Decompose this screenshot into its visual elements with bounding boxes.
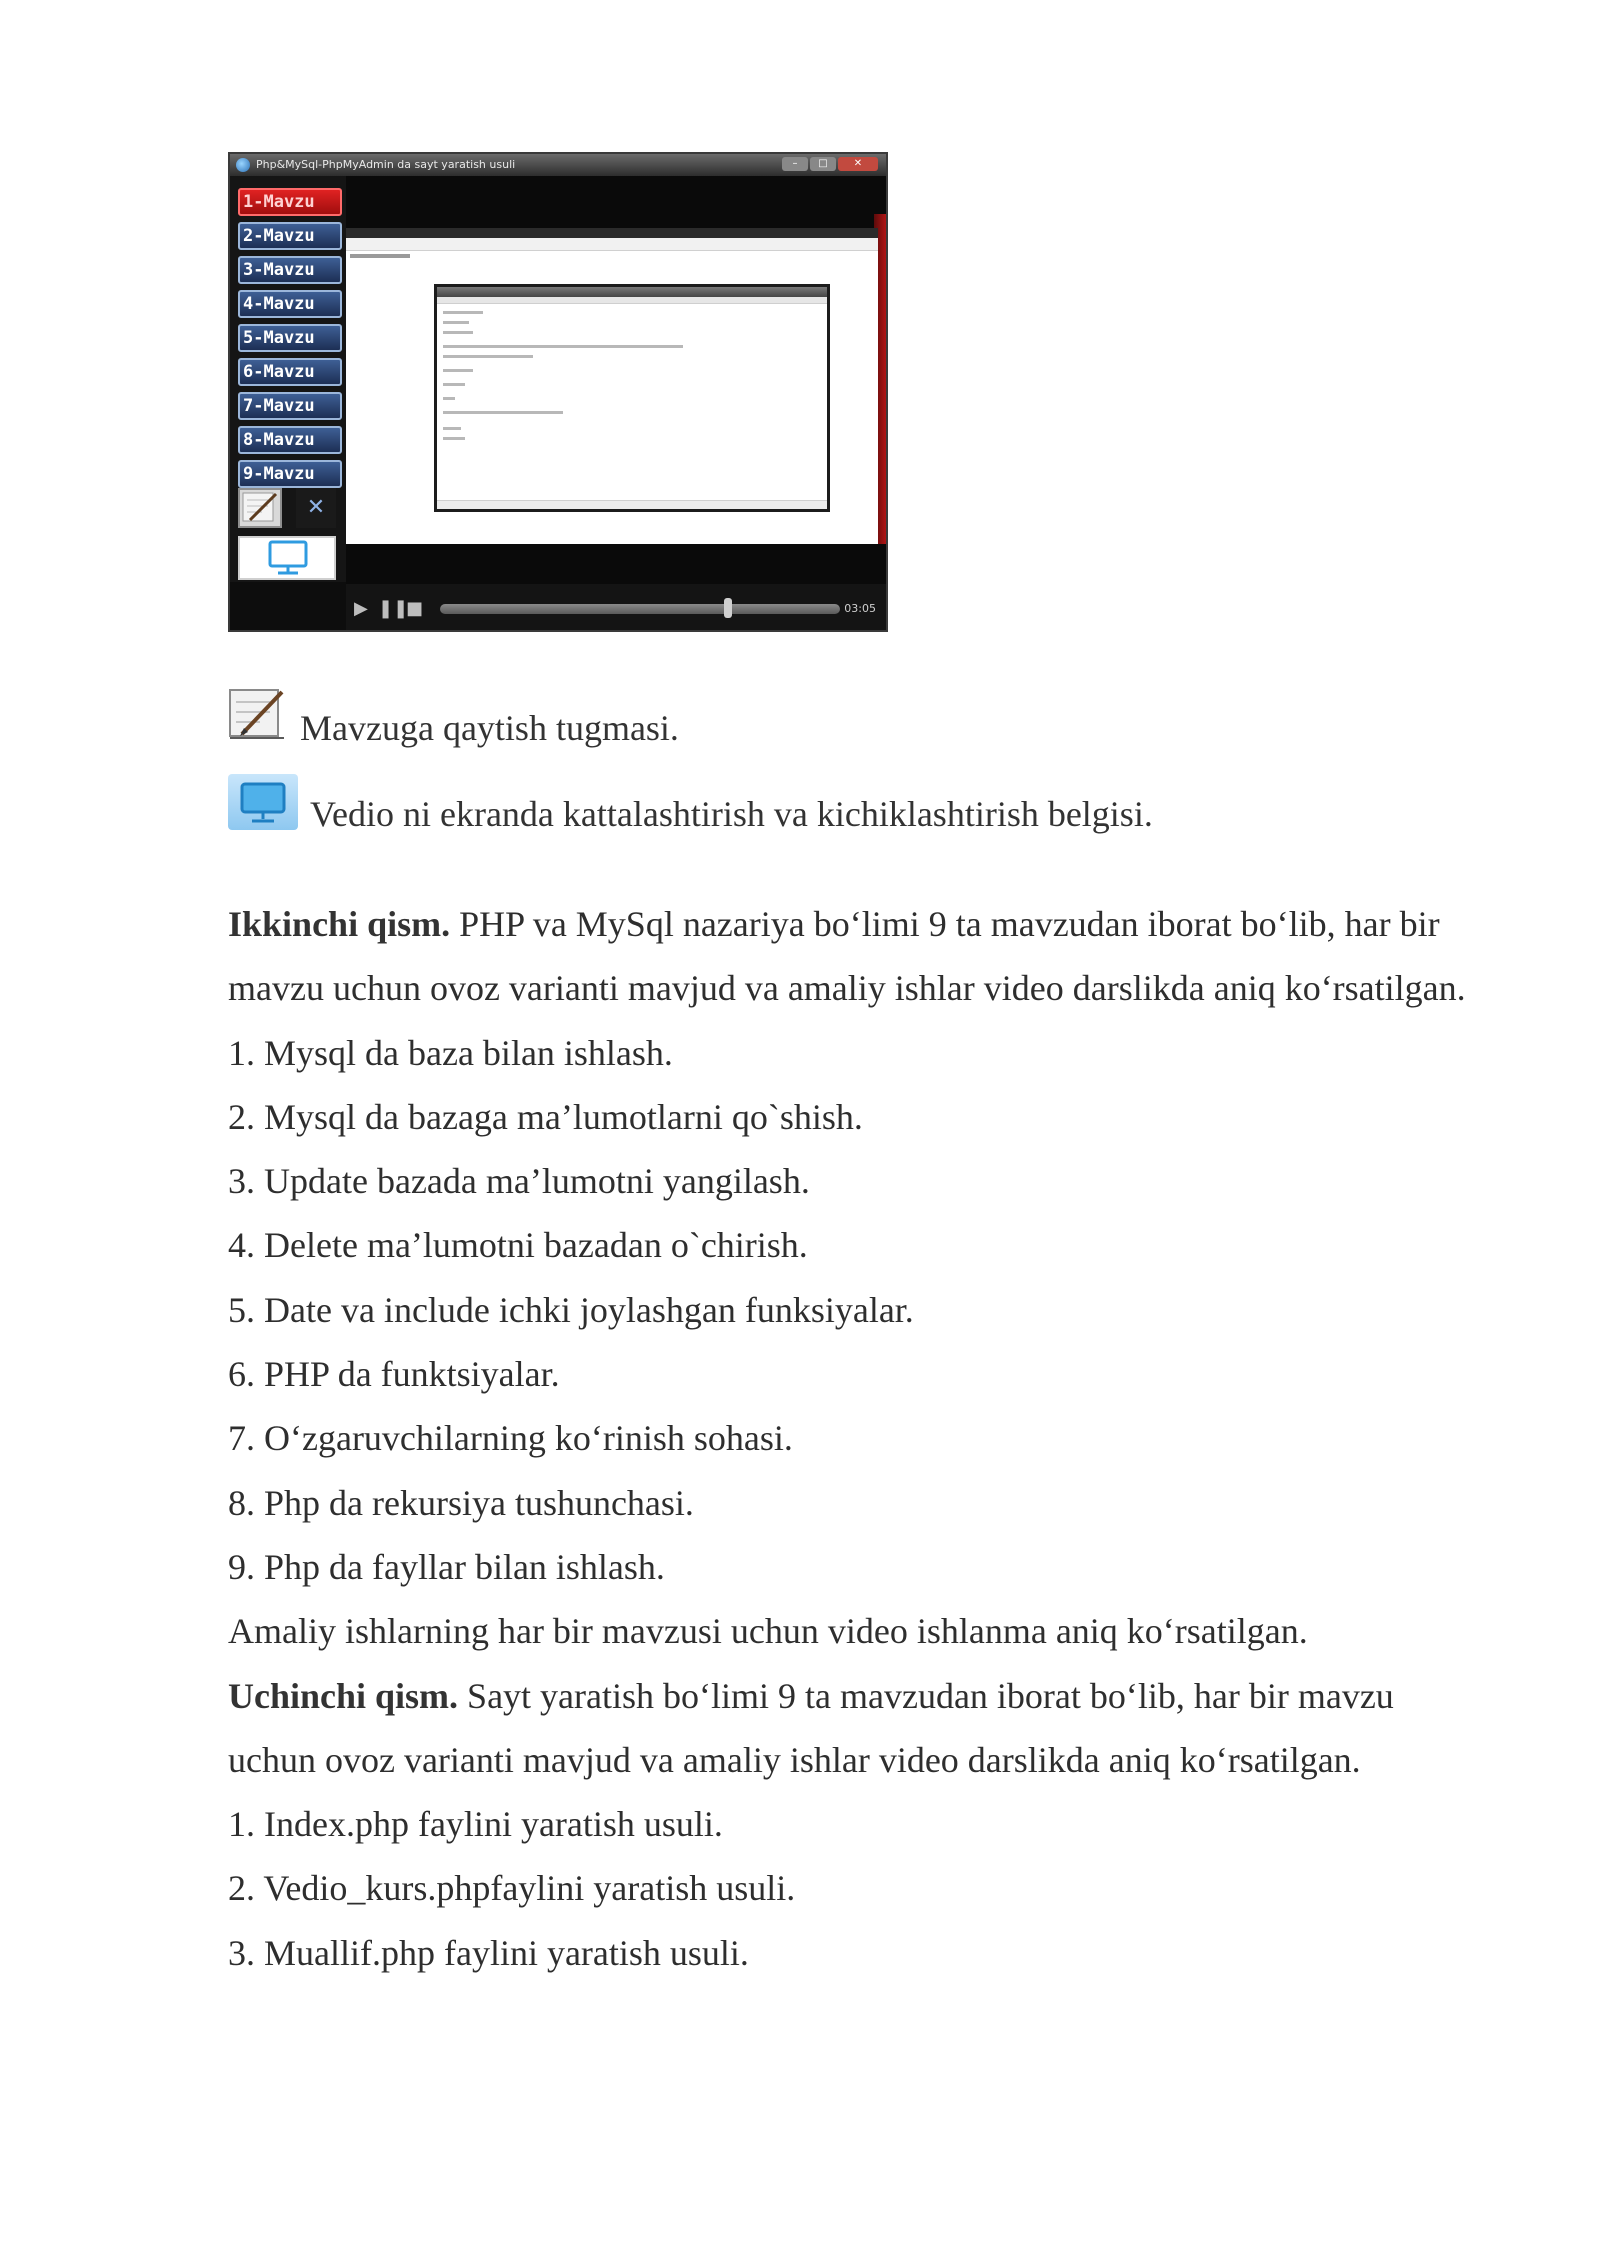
code-line <box>443 331 473 334</box>
seek-knob <box>724 598 732 618</box>
list-item: 8. Php da rekursiya tushunchasi. <box>228 1482 694 1523</box>
topic-button: 1-Mavzu <box>238 188 342 216</box>
pause-icon: ❚❚ <box>378 598 409 619</box>
topic-button: 6-Mavzu <box>238 358 342 386</box>
video-top-area <box>346 176 886 228</box>
editor-menu <box>437 297 827 304</box>
player-screenshot <box>228 152 888 632</box>
browser-tabbar <box>346 228 878 238</box>
edit-icon <box>228 686 286 742</box>
list-item: 9. Php da fayllar bilan ishlash. <box>228 1546 665 1587</box>
code-line <box>443 437 465 440</box>
topic-button: 3-Mavzu <box>238 256 342 284</box>
screen-icon <box>238 536 336 580</box>
list-item: 2. Vedio_kurs.phpfaylini yaratish usuli. <box>228 1868 796 1909</box>
code-line <box>443 383 465 386</box>
code-line <box>443 355 533 358</box>
player-titlebar <box>230 154 886 176</box>
list-item: 6. PHP da funktsiyalar. <box>228 1354 560 1395</box>
topic-button: 7-Mavzu <box>238 392 342 420</box>
section3-intro <box>228 1664 1468 1793</box>
section3-list <box>228 1792 1468 1985</box>
list-item: 4. Delete ma’lumotni bazadan o`chirish. <box>228 1225 808 1266</box>
window-controls <box>782 157 878 171</box>
topic-list <box>238 188 342 494</box>
topic-button: 2-Mavzu <box>238 222 342 250</box>
topic-button: 5-Mavzu <box>238 324 342 352</box>
stop-icon: ■ <box>406 598 424 619</box>
topic-button: 9-Mavzu <box>238 460 342 488</box>
code-line <box>443 369 473 372</box>
topic-button: 4-Mavzu <box>238 290 342 318</box>
editor-statusbar <box>437 500 827 509</box>
minimize-icon: – <box>782 157 808 171</box>
list-item: 1. Mysql da baza bilan ishlash. <box>228 1032 673 1073</box>
browser-address-bar <box>346 238 878 251</box>
editor-window <box>434 284 830 512</box>
edit-icon <box>238 488 282 528</box>
window-title: Php&MySql-PhpMyAdmin da sayt yaratish usuli <box>256 158 516 171</box>
code-line <box>443 411 563 414</box>
video-bottom-area <box>346 544 886 584</box>
code-line <box>443 311 483 314</box>
close-icon: ✕ <box>838 157 878 171</box>
player-controls <box>346 584 886 632</box>
section3-intro-text: Sayt yaratish bo‘limi 9 ta mavzudan iborat bo‘lib, har bir mavzu uchun ovoz varianti mavjud va amaliy ishlar video darslikda aniq ko‘rsatilgan. <box>228 1675 1394 1780</box>
video-frame-browser <box>346 228 878 544</box>
section2-heading: Ikkinchi qism. <box>228 904 451 944</box>
section2-intro <box>228 892 1468 1021</box>
list-item: 3. Muallif.php faylini yaratish usuli. <box>228 1932 749 1973</box>
seek-bar <box>440 604 840 614</box>
section2-intro-text: PHP va MySql nazariya bo‘limi 9 ta mavzudan iborat bo‘lib, har bir mavzu uchun ovoz varianti mavjud va amaliy ishlar video darslikda aniq ko‘rsatilgan. <box>228 904 1466 1009</box>
list-item: 3. Update bazada ma’lumotni yangilash. <box>228 1161 810 1202</box>
code-line <box>443 321 469 324</box>
section3-heading: Uchinchi qism. <box>228 1675 459 1716</box>
legend-edit-text: Mavzuga qaytish tugmasi. <box>300 708 679 748</box>
list-item: 7. O‘zgaruvchilarning ko‘rinish sohasi. <box>228 1418 793 1459</box>
list-item: 5. Date va include ichki joylashgan funksiyalar. <box>228 1289 914 1330</box>
section2-closing: Amaliy ishlarning har bir mavzusi uchun video ishlanma aniq ko‘rsatilgan. <box>228 1611 1308 1652</box>
section2-list <box>228 1021 1468 1600</box>
list-item: 1. Index.php faylini yaratish usuli. <box>228 1804 723 1845</box>
browser-page-text <box>350 254 410 258</box>
editor-titlebar <box>437 287 827 297</box>
maximize-icon: □ <box>810 157 836 171</box>
app-icon <box>236 158 250 172</box>
code-line <box>443 427 461 430</box>
document-body <box>228 892 1468 1985</box>
code-line <box>443 345 683 348</box>
legend-screen-text: Vedio ni ekranda kattalashtirish va kichiklashtirish belgisi. <box>310 794 1153 834</box>
timecode: 03:05 <box>844 602 876 615</box>
topic-button: 8-Mavzu <box>238 426 342 454</box>
list-item: 2. Mysql da bazaga ma’lumotlarni qo`shish. <box>228 1096 863 1137</box>
screen-icon <box>228 774 298 830</box>
close-tool-icon: ✕ <box>296 488 336 528</box>
play-icon: ▶ <box>354 598 368 619</box>
code-line <box>443 397 455 400</box>
